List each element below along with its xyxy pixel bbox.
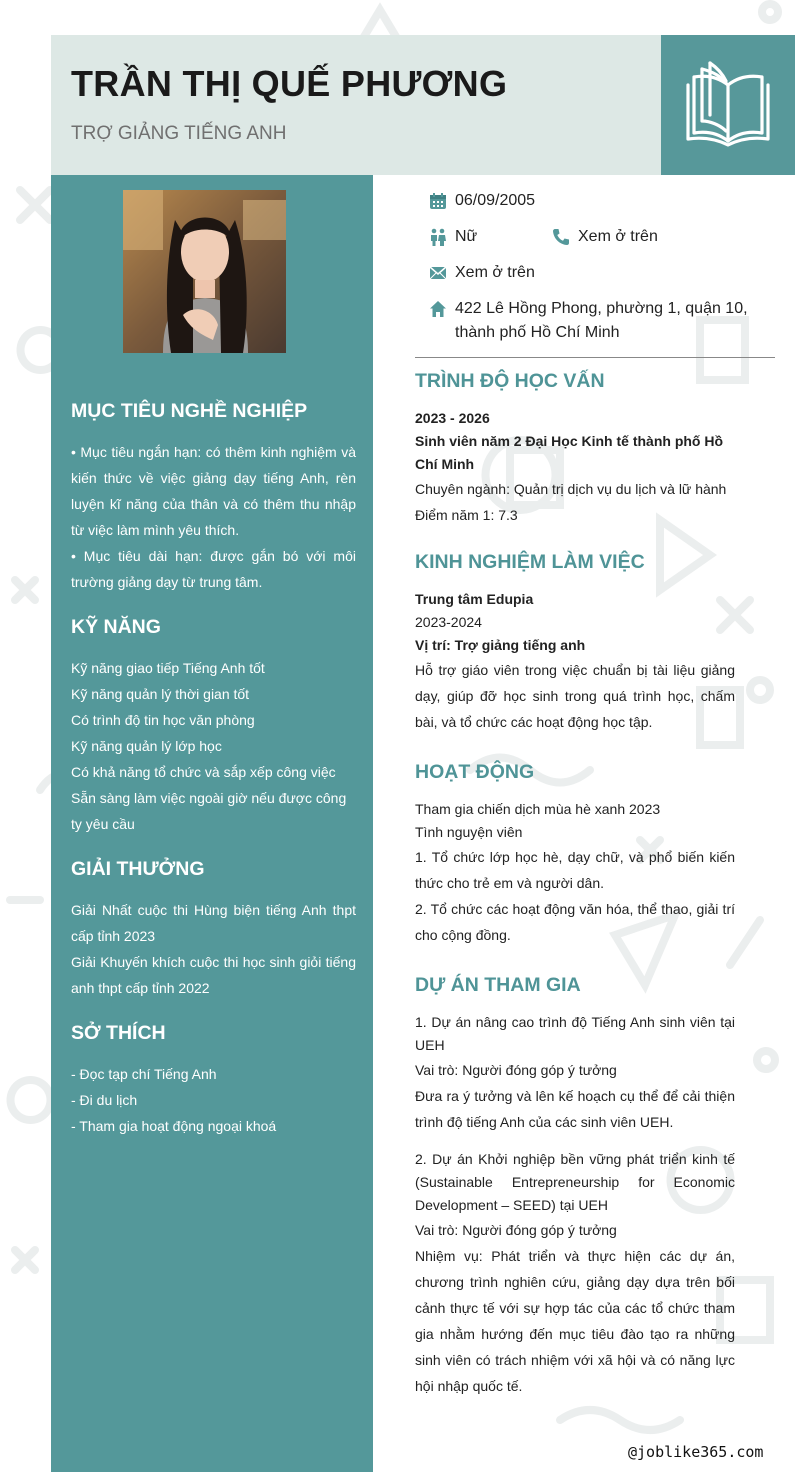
career-goal-section (71, 400, 356, 595)
hobbies-title: SỞ THÍCH (71, 1022, 166, 1044)
contact-email (429, 261, 535, 285)
home-icon (429, 297, 449, 321)
awards-section (71, 858, 356, 1001)
skill-item: Kỹ năng quản lý thời gian tốt (71, 686, 250, 702)
phone-value: Xem ở trên (578, 228, 658, 245)
experience-description: Hỗ trợ giáo viên trong việc chuẩn bị tài liệu giảng dạy, giúp đỡ học sinh trong quá trình học, chấm bài, và tổ chức các hoạt động học tập. (415, 662, 735, 730)
phone-icon (552, 225, 572, 249)
activities-section (415, 761, 735, 948)
experience-period: 2023-2024 (415, 614, 482, 630)
experience-position: Vị trí: Trợ giảng tiếng anh (415, 637, 586, 653)
activity-name: Tham gia chiến dịch mùa hè xanh 2023 (415, 801, 661, 817)
gender-icon (429, 225, 449, 249)
hobbies-section (71, 1022, 356, 1139)
education-major: Chuyên ngành: Quản trị dịch vụ du lịch và lữ hành (415, 481, 727, 497)
education-period: 2023 - 2026 (415, 410, 490, 426)
career-goal-title: MỤC TIÊU NGHỀ NGHIỆP (71, 400, 308, 422)
project-1-role: Vai trò: Người đóng góp ý tưởng (415, 1062, 617, 1078)
sidebar (51, 175, 373, 1472)
header-banner (51, 35, 661, 175)
logo-box (661, 35, 795, 175)
activity-role: Tình nguyện viên (415, 824, 523, 840)
project-2-name: 2. Dự án Khởi nghiệp bền vững phát triển kinh tế (Sustainable Entrepreneurship for Economic Development – SEED) tại UEH (415, 1151, 735, 1213)
contact-gender (429, 225, 477, 249)
skill-item: Kỹ năng giao tiếp Tiếng Anh tốt (71, 660, 265, 676)
project-2-role: Vai trò: Người đóng góp ý tưởng (415, 1222, 617, 1238)
hobby-item: - Đi du lịch (71, 1092, 138, 1108)
projects-section (415, 974, 735, 1399)
experience-company: Trung tâm Edupia (415, 591, 534, 607)
activities-title: HOẠT ĐỘNG (415, 761, 535, 783)
contact-dob (429, 189, 535, 213)
education-section (415, 370, 735, 528)
career-goal-item: • Mục tiêu ngắn hạn: có thêm kinh nghiệm và kiến thức về việc giảng dạy tiếng Anh, rèn luyện kĩ năng của thân và có thêm thu nhập từ việc làm mình yêu thích. (71, 444, 356, 538)
envelope-icon (429, 261, 449, 285)
project-1-description: Đưa ra ý tưởng và lên kế hoạch cụ thể để cải thiện trình độ tiếng Anh của các sinh viên UEH. (415, 1088, 735, 1130)
hobby-item: - Đọc tạp chí Tiếng Anh (71, 1066, 217, 1082)
award-item: Giải Khuyến khích cuộc thi học sinh giỏi tiếng anh thpt cấp tỉnh 2022 (71, 954, 356, 996)
address-line-1: 422 Lê Hồng Phong, phường 1, quận 10, (455, 300, 748, 317)
dob-value: 06/09/2005 (455, 192, 536, 209)
contact-divider (415, 357, 775, 358)
education-title: TRÌNH ĐỘ HỌC VẤN (415, 370, 605, 392)
candidate-name: TRẦN THỊ QUẾ PHƯƠNG (71, 63, 508, 104)
hobby-item: - Tham gia hoạt động ngoại khoá (71, 1118, 277, 1134)
skill-item: Kỹ năng quản lý lớp học (71, 738, 222, 754)
skill-item: Có khả năng tổ chức và sắp xếp công việc (71, 764, 336, 780)
contact-phone (552, 225, 658, 249)
project-1-name: 1. Dự án nâng cao trình độ Tiếng Anh sinh viên tại UEH (415, 1014, 735, 1053)
experience-title: KINH NGHIỆM LÀM VIỆC (415, 551, 645, 573)
skill-item: Có trình độ tin học văn phòng (71, 712, 255, 728)
project-2-description: Nhiệm vụ: Phát triển và thực hiện các dự án, chương trình nghiên cứu, giảng dạy dựa trên bối cảnh thực tế với sự hợp tác của các tổ chức tham gia nhằm hướng đến mục tiêu đào tạo ra những sinh viên có trách nhiệm với xã hội và có năng lực hội nhập quốc tế. (415, 1248, 735, 1394)
gender-value: Nữ (455, 228, 478, 245)
awards-title: GIẢI THƯỞNG (71, 858, 205, 880)
contact-address (429, 297, 748, 345)
skills-section (71, 616, 356, 837)
open-book-icon (680, 55, 776, 156)
activity-item: 1. Tổ chức lớp học hè, dạy chữ, và phổ biến kiến thức cho trẻ em và người dân. (415, 849, 735, 891)
calendar-icon (429, 189, 449, 213)
address-line-2: thành phố Hồ Chí Minh (455, 324, 620, 341)
email-value: Xem ở trên (455, 264, 535, 281)
award-item: Giải Nhất cuộc thi Hùng biện tiếng Anh thpt cấp tỉnh 2023 (71, 902, 356, 944)
education-school: Sinh viên năm 2 Đại Học Kinh tế thành phố Hồ Chí Minh (415, 433, 724, 472)
projects-title: DỰ ÁN THAM GIA (415, 974, 581, 996)
job-title: TRỢ GIẢNG TIẾNG ANH (71, 123, 287, 144)
activity-item: 2. Tổ chức các hoạt động văn hóa, thể thao, giải trí cho cộng đồng. (415, 901, 735, 943)
education-score: Điểm năm 1: 7.3 (415, 507, 518, 523)
profile-photo (123, 190, 286, 353)
skills-title: KỸ NĂNG (71, 616, 161, 638)
experience-section (415, 551, 735, 735)
career-goal-item: • Mục tiêu dài hạn: được gắn bó với môi trường giảng dạy từ trung tâm. (71, 548, 356, 590)
site-watermark: @joblike365.com (628, 1443, 764, 1461)
skill-item: Sẵn sàng làm việc ngoài giờ nếu được công ty yêu cầu (71, 790, 347, 832)
